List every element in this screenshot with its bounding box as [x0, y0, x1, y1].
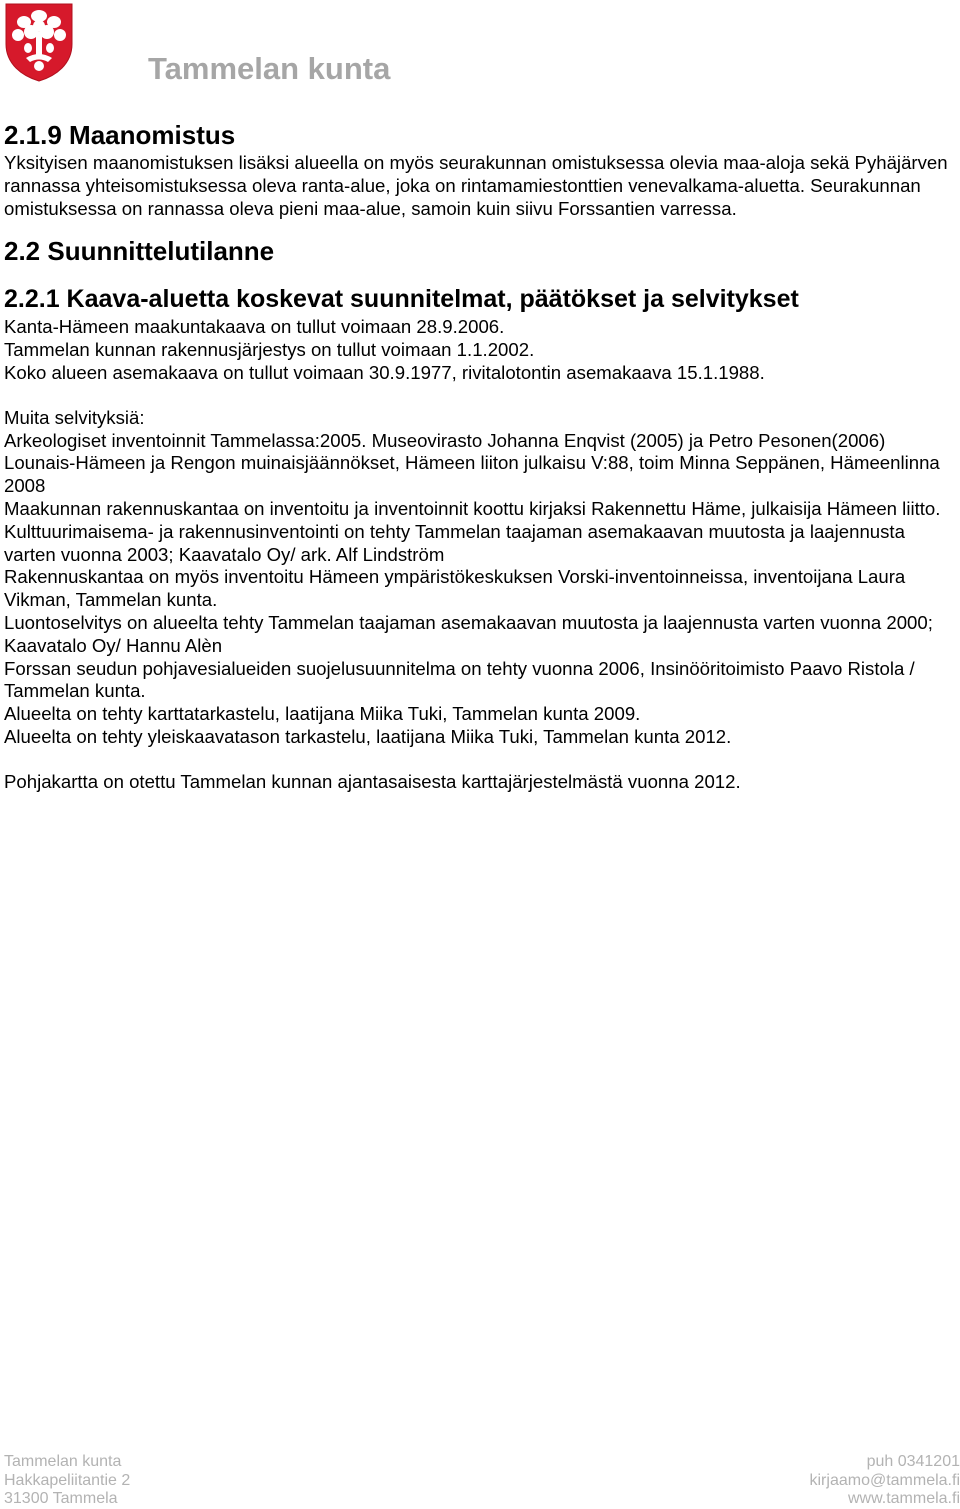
footer-street: Hakkapeliitantie 2 [4, 1472, 130, 1491]
survey-item: Lounais-Hämeen ja Rengon muinaisjäännökset, Hämeen liiton julkaisu V:88, toim Minna Seppänen, Hämeenlinna 2008 [4, 452, 949, 498]
footer-phone: puh 0341201 [810, 1453, 960, 1472]
basemap-note: Pohjakartta on otettu Tammelan kunnan ajantasaisesta karttajärjestelmästä vuonna 2012. [4, 771, 949, 794]
organization-title: Tammelan kunta [148, 50, 390, 88]
footer-contact [810, 1453, 960, 1509]
survey-item: Maakunnan rakennuskantaa on inventoitu ja inventoinnit koottu kirjaksi Rakennettu Häme, julkaisija Hämeen liitto. [4, 498, 949, 521]
maanomistus-paragraph: Yksityisen maanomistuksen lisäksi alueella on myös seurakunnan omistuksessa olevia maa-aloja sekä Pyhäjärven rannassa yhteisomistuksessa oleva ranta-alue, joka on rintamamiestonttien venevalkama-aluetta. Seurakunnan omistuksessa on rannassa oleva pieni maa-alue, samoin kuin siivu Forssantien varressa. [4, 152, 949, 220]
plan-line: Koko alueen asemakaava on tullut voimaan 30.9.1977, rivitalotontin asemakaava 15.1.1988. [4, 362, 949, 385]
plan-line: Kanta-Hämeen maakuntakaava on tullut voimaan 28.9.2006. [4, 316, 949, 339]
document-body [4, 118, 949, 794]
survey-item: Alueelta on tehty karttatarkastelu, laatijana Miika Tuki, Tammelan kunta 2009. [4, 703, 949, 726]
section-title-kaava-aluetta: 2.2.1 Kaava-aluetta koskevat suunnitelmat, päätökset ja selvitykset [4, 282, 949, 316]
coat-of-arms-icon [4, 2, 74, 82]
survey-item: Luontoselvitys on alueelta tehty Tammelan taajaman asemakaavan muutosta ja laajennusta varten vuonna 2000; Kaavatalo Oy/ Hannu Alèn [4, 612, 949, 658]
footer-org-name: Tammelan kunta [4, 1453, 130, 1472]
survey-item: Alueelta on tehty yleiskaavatason tarkastelu, laatijana Miika Tuki, Tammelan kunta 2012. [4, 726, 949, 749]
survey-item: Arkeologiset inventoinnit Tammelassa:2005. Museovirasto Johanna Enqvist (2005) ja Petro Pesonen(2006) [4, 430, 949, 453]
footer-email[interactable]: kirjaamo@tammela.fi [810, 1472, 960, 1491]
footer-address [4, 1453, 130, 1509]
section-title-maanomistus: 2.1.9 Maanomistus [4, 118, 949, 152]
plan-line: Tammelan kunnan rakennusjärjestys on tullut voimaan 1.1.2002. [4, 339, 949, 362]
surveys-heading: Muita selvityksiä: [4, 407, 949, 430]
survey-item: Forssan seudun pohjavesialueiden suojelusuunnitelma on tehty vuonna 2006, Insinööritoimisto Paavo Ristola / Tammelan kunta. [4, 658, 949, 704]
section-title-suunnittelutilanne: 2.2 Suunnittelutilanne [4, 234, 949, 268]
footer-postal: 31300 Tammela [4, 1490, 130, 1509]
survey-item: Kulttuurimaisema- ja rakennusinventointi on tehty Tammelan taajaman asemakaavan muutosta ja laajennusta varten vuonna 2003; Kaavatalo Oy/ ark. Alf Lindström [4, 521, 949, 567]
survey-item: Rakennuskantaa on myös inventoitu Hämeen ympäristökeskuksen Vorski-inventoinneissa, inventoijana Laura Vikman, Tammelan kunta. [4, 566, 949, 612]
footer-website[interactable]: www.tammela.fi [810, 1490, 960, 1509]
municipality-coat-of-arms [4, 2, 74, 82]
